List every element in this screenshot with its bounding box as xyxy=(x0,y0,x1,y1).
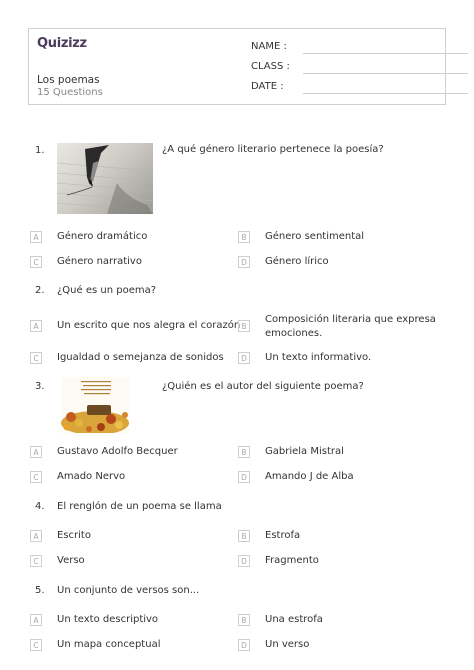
question-number: 3. xyxy=(35,381,45,392)
option-text[interactable]: Un mapa conceptual xyxy=(57,639,161,650)
option-text[interactable]: Escrito xyxy=(57,530,91,541)
option-letter: A xyxy=(30,446,42,458)
option-letter: B xyxy=(238,231,250,243)
option-text[interactable]: Gabriela Mistral xyxy=(265,446,344,457)
question-text: ¿A qué género literario pertenece la poesía? xyxy=(162,144,384,155)
option-letter: D xyxy=(238,352,250,364)
date-line xyxy=(303,93,468,94)
option-text[interactable]: Gustavo Adolfo Becquer xyxy=(57,446,178,457)
date-label: DATE : xyxy=(251,81,284,92)
option-letter: A xyxy=(30,530,42,542)
option-letter: A xyxy=(30,614,42,626)
quiz-title: Los poemas xyxy=(37,74,100,86)
question-number: 4. xyxy=(35,501,45,512)
option-text[interactable]: Composición literaria que expresa emociones. xyxy=(265,314,436,339)
fountain-pen-image xyxy=(57,143,153,214)
name-line xyxy=(303,53,468,54)
name-label: NAME : xyxy=(251,41,287,52)
option-text[interactable]: Un texto descriptivo xyxy=(57,614,159,625)
option-text[interactable]: Un verso xyxy=(265,639,310,650)
option-text[interactable]: Igualdad o semejanza de sonidos xyxy=(57,352,224,363)
option-letter: C xyxy=(30,555,42,567)
option-text[interactable]: Un escrito que nos alegra el corazón xyxy=(57,320,241,331)
class-label: CLASS : xyxy=(251,61,290,72)
option-letter: D xyxy=(238,471,250,483)
option-letter: C xyxy=(30,352,42,364)
option-text[interactable]: Género lírico xyxy=(265,256,329,267)
option-text[interactable]: Un texto informativo. xyxy=(265,352,372,363)
option-letter: D xyxy=(238,639,250,651)
option-text[interactable]: Género narrativo xyxy=(57,256,142,267)
question-count: 15 Questions xyxy=(37,87,103,98)
question-number: 1. xyxy=(35,145,45,156)
question-number: 2. xyxy=(35,285,45,296)
option-text[interactable]: Género dramático xyxy=(57,231,148,242)
option-letter: A xyxy=(30,320,42,332)
option-text[interactable]: Verso xyxy=(57,555,85,566)
class-line xyxy=(303,73,468,74)
worksheet-header xyxy=(28,28,446,105)
question-text: El renglón de un poema se llama xyxy=(57,501,222,512)
option-letter: B xyxy=(238,614,250,626)
option-letter: B xyxy=(238,446,250,458)
option-text[interactable]: Amado Nervo xyxy=(57,471,126,482)
question-text: ¿Quién es el autor del siguiente poema? xyxy=(162,381,364,392)
option-text[interactable]: Una estrofa xyxy=(265,614,323,625)
option-letter: C xyxy=(30,256,42,268)
option-letter: D xyxy=(238,555,250,567)
autumn-poem-image xyxy=(61,377,129,433)
question-number: 5. xyxy=(35,585,45,596)
option-letter: C xyxy=(30,471,42,483)
quizizz-logo: Quizizz xyxy=(37,36,87,51)
option-letter: D xyxy=(238,256,250,268)
option-text[interactable]: Fragmento xyxy=(265,555,319,566)
question-text: ¿Qué es un poema? xyxy=(57,285,157,296)
option-text[interactable]: Estrofa xyxy=(265,530,301,541)
option-text[interactable]: Amando J de Alba xyxy=(265,471,354,482)
question-text: Un conjunto de versos son... xyxy=(57,585,200,596)
option-letter: A xyxy=(30,231,42,243)
option-letter: B xyxy=(238,530,250,542)
option-letter: C xyxy=(30,639,42,651)
option-text[interactable]: Género sentimental xyxy=(265,231,365,242)
option-letter: B xyxy=(238,320,250,332)
